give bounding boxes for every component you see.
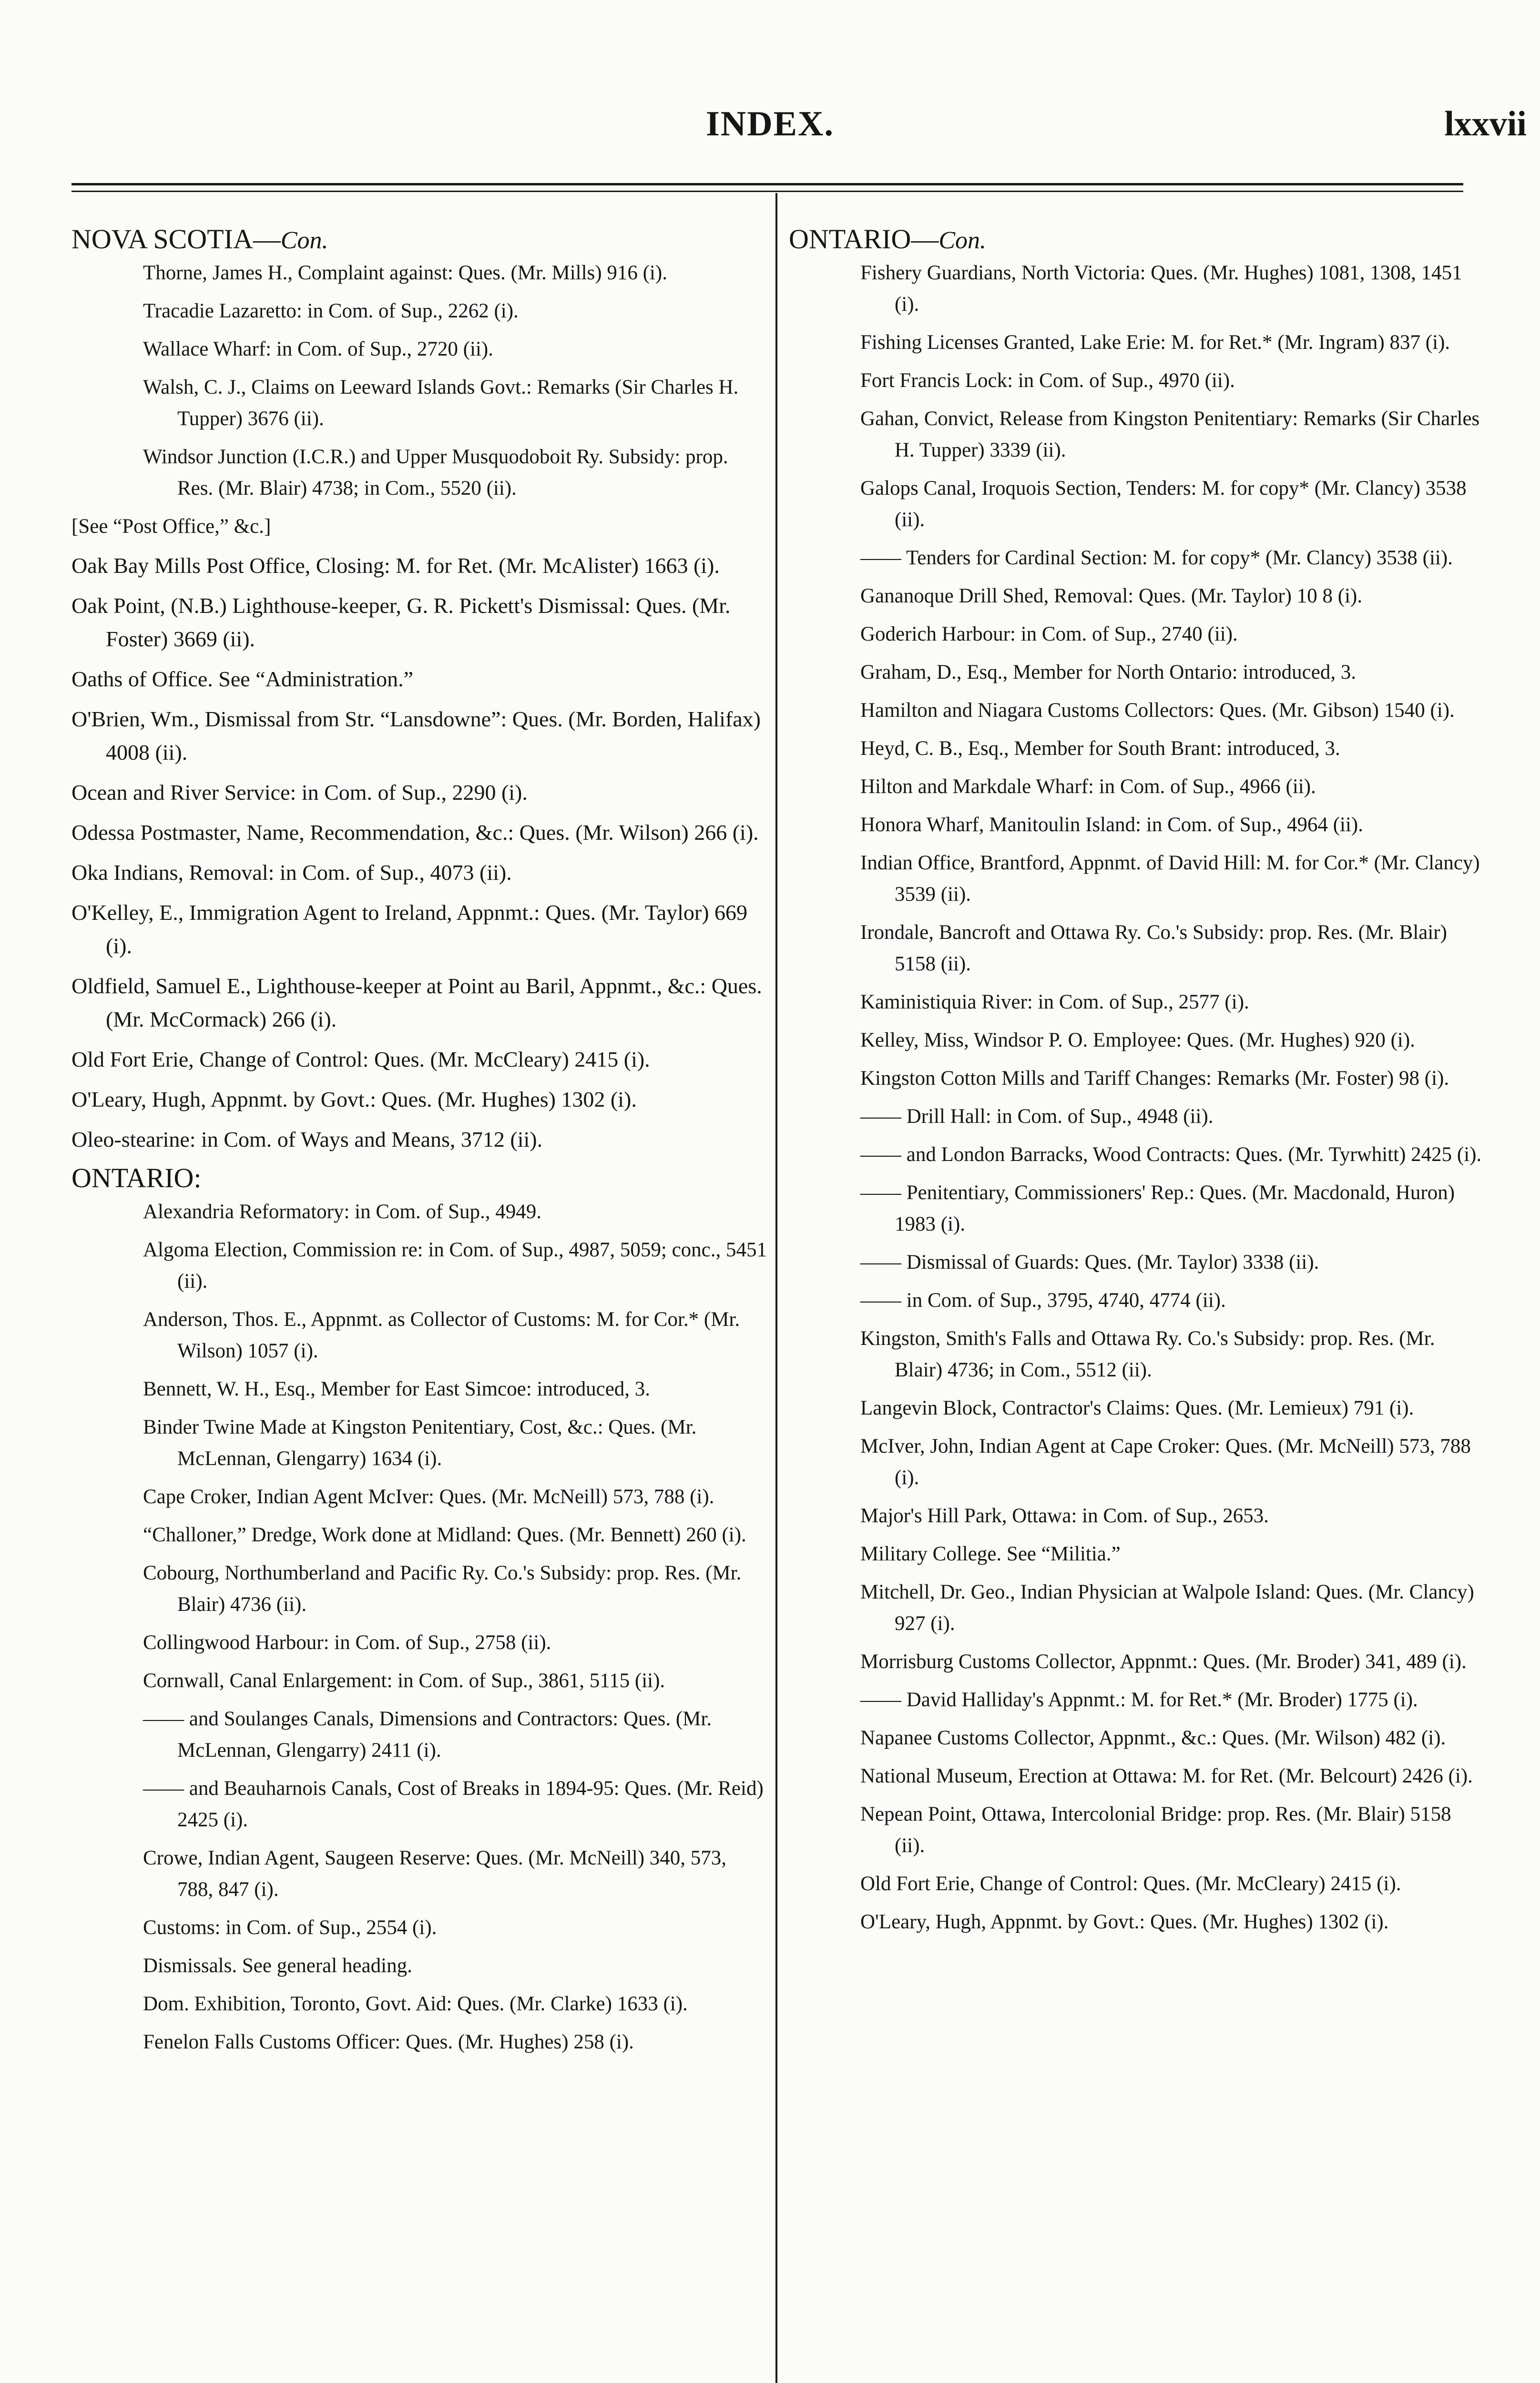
index-entry: O'Brien, Wm., Dismissal from Str. “Lansdowne”: Ques. (Mr. Borden, Halifax) 4008 (ii). [71, 706, 761, 764]
index-entry: Algoma Election, Commission re: in Com. of Sup., 4987, 5059; conc., 5451 (ii). [143, 1238, 767, 1293]
index-entry: Windsor Junction (I.C.R.) and Upper Musquodoboit Ry. Subsidy: prop. Res. (Mr. Blair) 4738; in Com., 5520 (ii). [143, 445, 728, 499]
index-entry: Honora Wharf, Manitoulin Island: in Com. of Sup., 4964 (ii). [860, 813, 1363, 836]
heading-continued: Con. [938, 227, 987, 254]
index-entry: Cape Croker, Indian Agent McIver: Ques. (Mr. McNeill) 573, 788 (i). [143, 1485, 714, 1508]
index-entry: Binder Twine Made at Kingston Penitentiary, Cost, &c.: Ques. (Mr. McLennan, Glengarry) 1634 (i). [143, 1416, 697, 1470]
index-entry: Kelley, Miss, Windsor P. O. Employee: Ques. (Mr. Hughes) 920 (i). [860, 1029, 1415, 1051]
index-entry: Oak Point, (N.B.) Lighthouse-keeper, G. R. Pickett's Dismissal: Ques. (Mr. Foster) 3669 (ii). [71, 593, 731, 651]
index-entry: [See “Post Office,” &c.] [71, 515, 271, 538]
index-entry: Alexandria Reformatory: in Com. of Sup., 4949. [143, 1200, 541, 1223]
heading-continued: Con. [280, 227, 328, 254]
index-entry: —— Drill Hall: in Com. of Sup., 4948 (ii). [860, 1105, 1214, 1128]
left-column [71, 224, 767, 2065]
index-entry: Thorne, James H., Complaint against: Ques. (Mr. Mills) 916 (i). [143, 261, 667, 284]
index-entry: Old Fort Erie, Change of Control: Ques. (Mr. McCleary) 2415 (i). [860, 1872, 1401, 1895]
index-entry: Nepean Point, Ottawa, Intercolonial Bridge: prop. Res. (Mr. Blair) 5158 (ii). [860, 1803, 1451, 1857]
index-entry: —— in Com. of Sup., 3795, 4740, 4774 (ii). [860, 1289, 1226, 1312]
index-entry: Cornwall, Canal Enlargement: in Com. of Sup., 3861, 5115 (ii). [143, 1669, 665, 1692]
heading-main: ONTARIO— [789, 224, 939, 255]
index-entry: “Challoner,” Dredge, Work done at Midland: Ques. (Mr. Bennett) 260 (i). [143, 1523, 746, 1546]
index-entry: Napanee Customs Collector, Appnmt., &c.: Ques. (Mr. Wilson) 482 (i). [860, 1726, 1446, 1749]
index-entry: Wallace Wharf: in Com. of Sup., 2720 (ii). [143, 337, 493, 360]
index-entry: Morrisburg Customs Collector, Appnmt.: Ques. (Mr. Broder) 341, 489 (i). [860, 1650, 1467, 1673]
page-number: lxxvii [1444, 104, 1527, 143]
index-entry: Gananoque Drill Shed, Removal: Ques. (Mr. Taylor) 10 8 (i). [860, 584, 1363, 607]
index-entry: Dismissals. See general heading. [143, 1954, 412, 1977]
index-entry: Oak Bay Mills Post Office, Closing: M. for Ret. (Mr. McAlister) 1663 (i). [71, 553, 720, 578]
index-entry: Mitchell, Dr. Geo., Indian Physician at Walpole Island: Ques. (Mr. Clancy) 927 (i). [860, 1580, 1474, 1635]
index-entry: Crowe, Indian Agent, Saugeen Reserve: Ques. (Mr. McNeill) 340, 573, 788, 847 (i). [143, 1846, 727, 1901]
index-entry: Anderson, Thos. E., Appnmt. as Collector of Customs: M. for Cor.* (Mr. Wilson) 1057 (i). [143, 1308, 740, 1362]
index-entry: National Museum, Erection at Ottawa: M. for Ret. (Mr. Belcourt) 2426 (i). [860, 1764, 1473, 1787]
index-entry: Fishery Guardians, North Victoria: Ques. (Mr. Hughes) 1081, 1308, 1451 (i). [860, 261, 1462, 316]
section-heading-ontario-continued [789, 224, 1485, 255]
section-heading-nova-scotia [71, 224, 767, 255]
header-rule [71, 183, 1463, 185]
index-entry: O'Leary, Hugh, Appnmt. by Govt.: Ques. (Mr. Hughes) 1302 (i). [860, 1910, 1389, 1933]
right-column [789, 224, 1485, 1945]
index-entry: Irondale, Bancroft and Ottawa Ry. Co.'s Subsidy: prop. Res. (Mr. Blair) 5158 (ii). [860, 921, 1447, 975]
index-entry: Galops Canal, Iroquois Section, Tenders: M. for copy* (Mr. Clancy) 3538 (ii). [860, 477, 1467, 531]
index-entry: Kingston Cotton Mills and Tariff Changes: Remarks (Mr. Foster) 98 (i). [860, 1067, 1449, 1090]
index-entry: Customs: in Com. of Sup., 2554 (i). [143, 1916, 437, 1939]
index-entry: Oaths of Office. See “Administration.” [71, 666, 414, 691]
index-entry: Hilton and Markdale Wharf: in Com. of Sup., 4966 (ii). [860, 775, 1316, 798]
column-divider [775, 193, 777, 2383]
heading-main: NOVA SCOTIA— [71, 224, 281, 255]
index-entry: —— Tenders for Cardinal Section: M. for copy* (Mr. Clancy) 3538 (ii). [860, 546, 1453, 569]
index-entry: Hamilton and Niagara Customs Collectors: Ques. (Mr. Gibson) 1540 (i). [860, 699, 1455, 722]
index-entry: —— and Beauharnois Canals, Cost of Breaks in 1894-95: Ques. (Mr. Reid) 2425 (i). [143, 1777, 764, 1831]
index-entry: Langevin Block, Contractor's Claims: Ques. (Mr. Lemieux) 791 (i). [860, 1396, 1414, 1419]
index-entry: Bennett, W. H., Esq., Member for East Simcoe: introduced, 3. [143, 1377, 651, 1400]
index-entry: —— and Soulanges Canals, Dimensions and Contractors: Ques. (Mr. McLennan, Glengarry) 2411 (i). [143, 1707, 712, 1762]
index-entry: Oldfield, Samuel E., Lighthouse-keeper at Point au Baril, Appnmt., &c.: Ques. (Mr. McCormack) 266 (i). [71, 973, 762, 1031]
page-title: INDEX. [706, 104, 834, 143]
index-entry: Indian Office, Brantford, Appnmt. of David Hill: M. for Cor.* (Mr. Clancy) 3539 (ii). [860, 851, 1480, 906]
index-entry: —— and London Barracks, Wood Contracts: Ques. (Mr. Tyrwhitt) 2425 (i). [860, 1143, 1482, 1166]
index-entry: McIver, John, Indian Agent at Cape Croker: Ques. (Mr. McNeill) 573, 788 (i). [860, 1435, 1471, 1489]
index-entry: Military College. See “Militia.” [860, 1542, 1121, 1565]
index-entry: Tracadie Lazaretto: in Com. of Sup., 2262 (i). [143, 299, 519, 322]
index-entry: Graham, D., Esq., Member for North Ontario: introduced, 3. [860, 661, 1356, 683]
index-entry: Kaministiquia River: in Com. of Sup., 2577 (i). [860, 990, 1249, 1013]
index-entry: —— Dismissal of Guards: Ques. (Mr. Taylor) 3338 (ii). [860, 1251, 1319, 1273]
index-entry: Fishing Licenses Granted, Lake Erie: M. for Ret.* (Mr. Ingram) 837 (i). [860, 331, 1450, 354]
section-heading-ontario: ONTARIO: [71, 1162, 202, 1193]
index-entry: O'Kelley, E., Immigration Agent to Ireland, Appnmt.: Ques. (Mr. Taylor) 669 (i). [71, 900, 748, 958]
index-entry: Cobourg, Northumberland and Pacific Ry. Co.'s Subsidy: prop. Res. (Mr. Blair) 4736 (ii). [143, 1561, 742, 1616]
index-entry: Collingwood Harbour: in Com. of Sup., 2758 (ii). [143, 1631, 551, 1654]
index-entry: Oka Indians, Removal: in Com. of Sup., 4073 (ii). [71, 860, 512, 885]
index-entry: Goderich Harbour: in Com. of Sup., 2740 (ii). [860, 622, 1238, 645]
index-entry: Fenelon Falls Customs Officer: Ques. (Mr. Hughes) 258 (i). [143, 2030, 634, 2053]
index-entry: —— Penitentiary, Commissioners' Rep.: Ques. (Mr. Macdonald, Huron) 1983 (i). [860, 1181, 1455, 1235]
index-entry: Major's Hill Park, Ottawa: in Com. of Sup., 2653. [860, 1504, 1269, 1527]
index-entry: Walsh, C. J., Claims on Leeward Islands Govt.: Remarks (Sir Charles H. Tupper) 3676 (ii). [143, 376, 739, 430]
index-entry: Gahan, Convict, Release from Kingston Penitentiary: Remarks (Sir Charles H. Tupper) 3339 (ii). [860, 407, 1480, 461]
index-entry: —— David Halliday's Appnmt.: M. for Ret.* (Mr. Broder) 1775 (i). [860, 1688, 1418, 1711]
index-entry: Fort Francis Lock: in Com. of Sup., 4970 (ii). [860, 369, 1235, 392]
index-entry: Old Fort Erie, Change of Control: Ques. (Mr. McCleary) 2415 (i). [71, 1047, 650, 1071]
index-entry: Odessa Postmaster, Name, Recommendation, &c.: Ques. (Mr. Wilson) 266 (i). [71, 820, 759, 845]
index-entry: O'Leary, Hugh, Appnmt. by Govt.: Ques. (Mr. Hughes) 1302 (i). [71, 1087, 637, 1111]
index-entry: Ocean and River Service: in Com. of Sup., 2290 (i). [71, 780, 528, 805]
header-rule-thin [71, 191, 1463, 192]
index-entry: Dom. Exhibition, Toronto, Govt. Aid: Ques. (Mr. Clarke) 1633 (i). [143, 1992, 688, 2015]
index-entry: Heyd, C. B., Esq., Member for South Brant: introduced, 3. [860, 737, 1340, 760]
index-entry: Kingston, Smith's Falls and Ottawa Ry. Co.'s Subsidy: prop. Res. (Mr. Blair) 4736; in Com., 5512 (ii). [860, 1327, 1435, 1381]
index-entry: Oleo-stearine: in Com. of Ways and Means, 3712 (ii). [71, 1127, 543, 1151]
